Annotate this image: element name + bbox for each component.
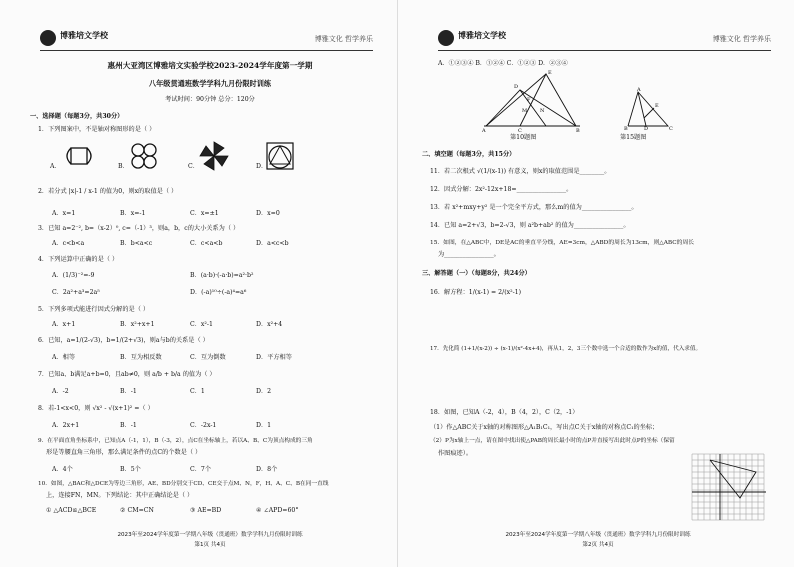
q6-option-a: A．相等 — [52, 354, 76, 361]
fig15-label-d: D — [644, 126, 649, 130]
fig10-label-e: E — [548, 70, 552, 76]
figure-15-caption: 第15题图 — [620, 134, 647, 141]
bracket-pattern-icon — [62, 142, 96, 170]
question-11: 11．若二次根式 √(1/(x-1)) 有意义，则x的取值范围是________。 — [430, 168, 611, 175]
q9-option-c: C．7个 — [190, 466, 212, 473]
q10-statement-1: ① △ACD≌△BCE — [46, 507, 97, 514]
q6-option-c: C．互为倒数 — [190, 354, 226, 361]
section-solve: 三、解答题（一）（每题8分，共24分） — [422, 270, 531, 277]
question-6: 6．已知，a=1/(2-√3)，b=1/(2+√3)，则a与b的关系是（ ） — [38, 337, 209, 344]
question-10: 10．如图，△BAC和△DCE为等边三角形，AE、BD分别交于CD、CE交于点M、N，F，H、A、C、B在同一直线 — [38, 481, 329, 487]
school-logo-icon — [40, 30, 56, 46]
question-5: 5．下列多项式能进行因式分解的是（ ） — [38, 306, 150, 313]
q1-option-c: C． — [188, 163, 199, 170]
fig10-label-f: F — [527, 97, 531, 103]
question-3: 3．已知 a=2⁻², b=（x-2）⁰, c=（-1）³，则a，b，c的大小关系为（ ） — [38, 225, 240, 232]
q4-option-c: C．2a²+a³=2a⁵ — [52, 289, 100, 296]
footer-page: 第1页 共4页 — [194, 542, 226, 548]
question-12: 12．因式分解：2x²-12x+18=________________。 — [430, 186, 573, 193]
page-header — [438, 28, 771, 51]
school-brand: 博雅培文学校 — [458, 31, 506, 40]
page-header — [40, 28, 373, 51]
fig10-label-b: B — [576, 128, 580, 132]
fig15-label-a: A — [637, 87, 641, 93]
fig10-label-a: A — [482, 128, 486, 132]
q3-option-c: C．c<a<b — [190, 240, 223, 247]
circle-triangle-pattern-icon — [264, 140, 296, 172]
question-18: 18．如图，已知A（-2，4），B（4，2），C（2，-1） — [430, 409, 579, 416]
footer-title: 2023年至2024学年度第一学期八年级（贯通班）数学学科九月份限时训练 — [505, 532, 691, 538]
question-1: 1．下列图案中，不是轴对称图形的是（ ） — [38, 126, 156, 133]
school-logo-icon — [438, 30, 454, 46]
section-choice: 一、选择题（每题3分，共30分） — [30, 113, 124, 120]
fig10-label-n: N — [540, 108, 545, 114]
q2-option-c: C．x=±1 — [190, 210, 219, 217]
question-10-cont: 上，连接FN，MN。下列结论：其中正确结论是（ ） — [46, 492, 194, 499]
q5-option-b: B．x²+x+1 — [120, 321, 155, 328]
school-brand: 博雅培文学校 — [60, 31, 108, 40]
q1-option-b: B． — [118, 163, 129, 170]
question-17: 17．先化简 (1+1/(x-2)) ÷ (x-1)/(x²-4x+4)，再从1，2，3三个数中选一个合适的数作为x的值，代入求值。 — [430, 346, 702, 352]
question-14: 14．已知 a=2+√3，b=2-√3，则 a²b+ab² 的值为________________。 — [430, 222, 630, 229]
q10-statement-4: ④ ∠APD=60° — [256, 507, 299, 514]
q3-option-b: B．b<a<c — [120, 240, 153, 247]
question-13: 13．若 x²+mxy+y² 是一个完全平方式，那么m的值为________________。 — [430, 204, 638, 211]
q8-option-a: A．2x+1 — [52, 422, 80, 429]
q9-option-a: A．4个 — [52, 466, 73, 473]
q4-option-a: A．(1/3)⁻²=-9 — [52, 272, 95, 279]
q2-option-d: D．x=0 — [256, 210, 280, 217]
q8-option-c: C．-2x-1 — [190, 422, 217, 429]
question-8: 8．若-1<x<0，则 √x² - √(x+1)² =（ ） — [38, 405, 154, 412]
q3-option-a: A．c<b<a — [52, 240, 85, 247]
q7-option-c: C．1 — [190, 388, 205, 395]
fig10-label-d: D — [514, 84, 519, 90]
exam-subtitle: 八年级贯通班数学学科九月份限时训练 — [148, 79, 272, 88]
school-motto: 博雅文化 哲学养乐 — [314, 35, 373, 43]
question-15-cont: 为________________。 — [438, 251, 500, 258]
q5-option-d: D．x²+4 — [256, 321, 283, 328]
fig10-label-m: M — [522, 108, 528, 114]
q9-option-d: D．8个 — [256, 466, 278, 473]
q6-option-d: D．平方相等 — [256, 354, 292, 361]
footer-title: 2023年至2024学年度第一学期八年级（贯通班）数学学科九月份限时训练 — [117, 532, 303, 538]
question-18-part-1: （1）作△ABC关于x轴的对称图形△A₁B₁C₁，写出点C关于x轴的对称点C₁的坐标； — [430, 424, 659, 431]
flower-pattern-icon — [128, 140, 160, 172]
q10-statement-3: ③ AE=BD — [190, 507, 222, 514]
question-16: 16．解方程：1/(x-1) = 2/(x²-1) — [430, 289, 522, 296]
question-9-cont: 形是等腰直角三角形，那么满足条件的点C的个数是（ ） — [46, 449, 202, 456]
q7-option-d: D．2 — [256, 388, 272, 395]
school-motto: 博雅文化 哲学养乐 — [712, 35, 771, 43]
figure-10-triangles — [480, 68, 584, 132]
question-18-part-2-cont: 作图痕迹）。 — [438, 450, 473, 457]
footer-page: 第2页 共4页 — [582, 542, 614, 548]
pinwheel-pattern-icon — [198, 140, 230, 172]
question-4: 4．下列运算中正确的是（ ） — [38, 256, 119, 263]
q7-option-b: B．-1 — [120, 388, 137, 395]
q7-option-a: A．-2 — [52, 388, 69, 395]
question-7: 7．已知a、b满足a+b=0，且ab≠0，则 a/b + b/a 的值为（ ） — [38, 371, 216, 378]
question-2: 2．若分式 |x|-1 / x-1 的值为0，则x的取值是（ ） — [38, 188, 178, 195]
figure-15-triangle — [624, 86, 674, 130]
q10-statement-2: ② CM=CN — [120, 507, 154, 514]
q6-option-b: B．互为相反数 — [120, 354, 162, 361]
question-9: 9．在平面直角坐标系中，已知点A（-1，1），B（-3，2），点C在坐标轴上，若以A、B、C为顶点构成的三角 — [38, 438, 313, 444]
q5-option-c: C．x²-1 — [190, 321, 213, 328]
q2-option-b: B．x=-1 — [120, 210, 146, 217]
fig15-label-e: E — [655, 103, 659, 109]
exam-title: 惠州大亚湾区博雅培文实验学校2023-2024学年度第一学期 — [107, 61, 313, 70]
q2-option-a: A．x=1 — [52, 210, 76, 217]
fig10-label-c: C — [518, 128, 522, 132]
q8-option-d: D．1 — [256, 422, 272, 429]
exam-meta: 考试时间：90分钟 总分：120分 — [165, 96, 255, 103]
q8-option-b: B．-1 — [120, 422, 137, 429]
q1-option-a: A． — [50, 163, 61, 170]
question-18-part-2: （2）P为x轴上一点，请在图中找出使△PAB的周长最小时的点P并直接写出此时点P的坐标（保留 — [430, 438, 675, 444]
figure-10-caption: 第10题图 — [510, 134, 537, 141]
q9-option-b: B．5个 — [120, 466, 141, 473]
q4-option-d: D．(-a)¹⁰÷(-a)⁴=a⁶ — [190, 289, 247, 296]
q3-option-d: D．a<c<b — [256, 240, 289, 247]
q1-option-d: D． — [256, 163, 268, 170]
question-18-coordinate-grid — [690, 452, 768, 522]
q5-option-a: A．x+1 — [52, 321, 76, 328]
fig15-label-b: B — [624, 126, 628, 130]
section-fill-in: 二、填空题（每题3分，共15分） — [422, 151, 516, 158]
fig15-label-c: C — [669, 126, 673, 130]
q4-option-b: B．(a·b)·(-a·b)=a²·b² — [190, 272, 254, 279]
question-15: 15．如图，在△ABC中，DE是AC的垂直平分线，AE=3cm，△ABD的周长为13cm，则△ABC的周长 — [430, 240, 695, 246]
right-page — [397, 0, 794, 567]
q10-answer-options: A．①②③④ B．①②④ C．①②③ D．②③④ — [438, 60, 568, 67]
